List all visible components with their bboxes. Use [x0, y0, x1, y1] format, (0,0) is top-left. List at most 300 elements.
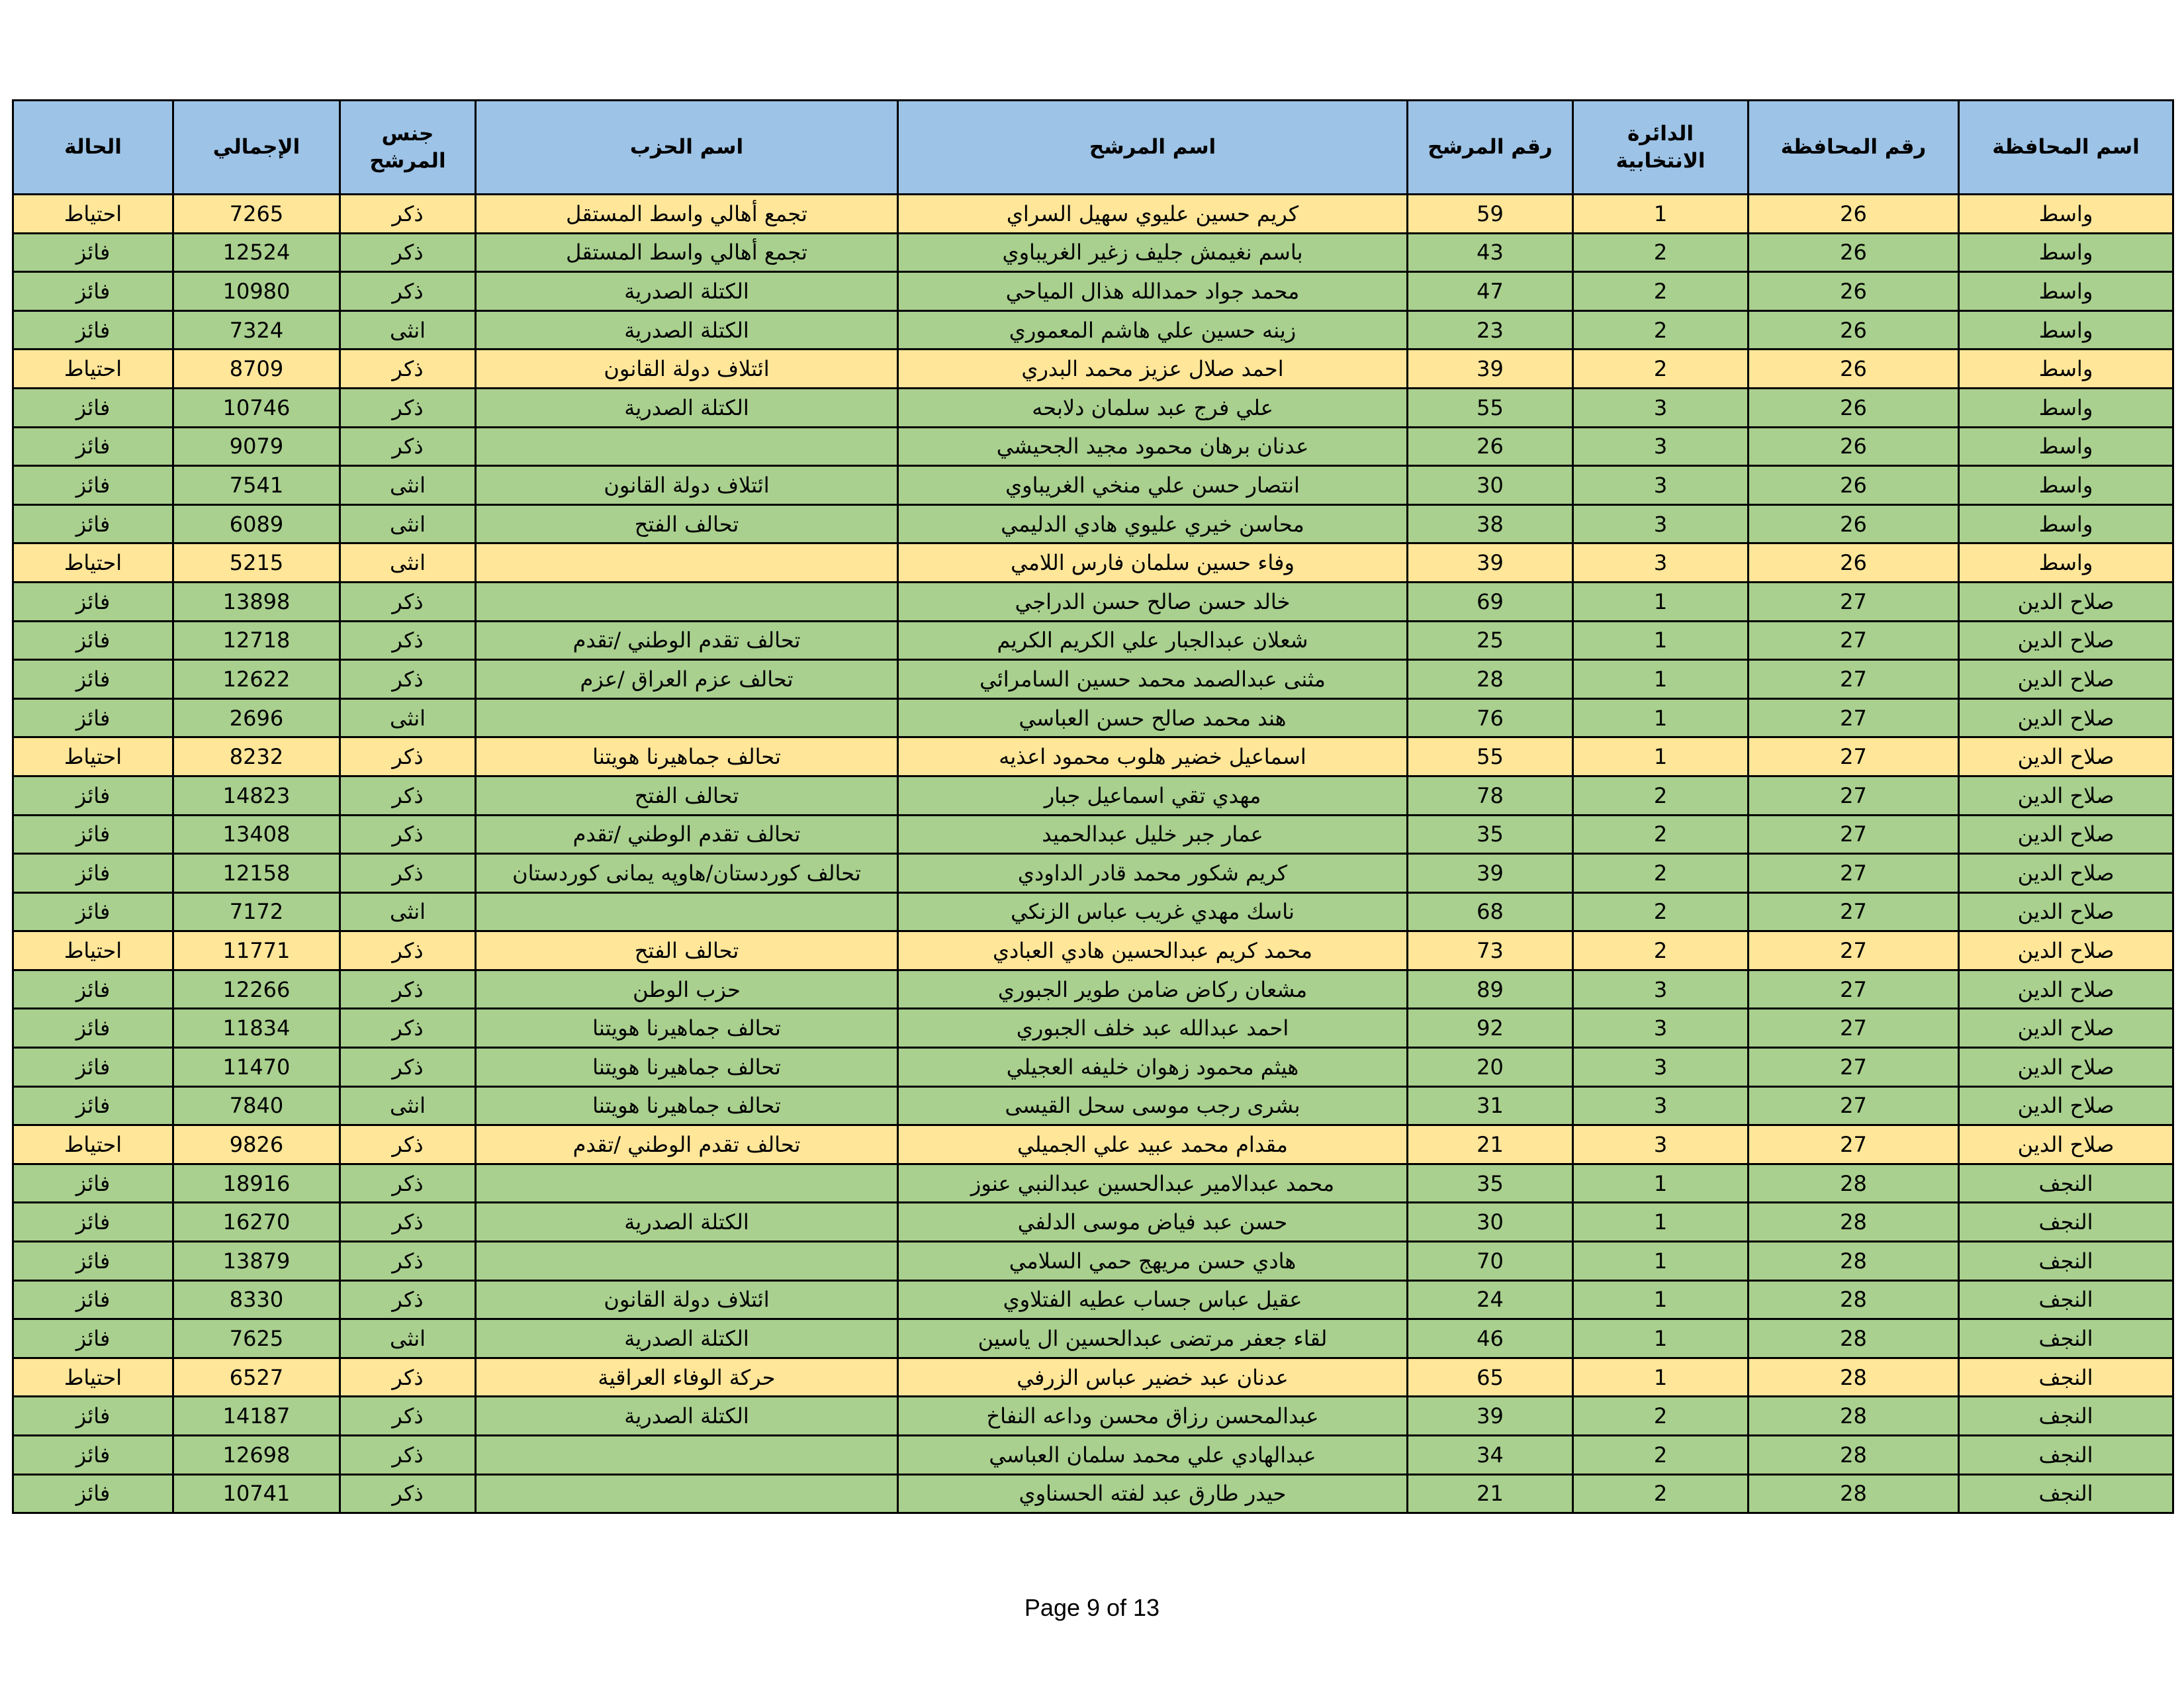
cell-province: صلاح الدين: [1959, 776, 2173, 815]
cell-party: الكتلة الصدرية: [476, 1203, 898, 1242]
cell-party: [476, 427, 898, 466]
cell-candidate-name: احمد عبدالله عبد خلف الجبوري: [898, 1009, 1408, 1048]
cell-party: ائتلاف دولة القانون: [476, 466, 898, 505]
cell-total: 13898: [173, 582, 340, 621]
cell-province: صلاح الدين: [1959, 1086, 2173, 1125]
cell-province: النجف: [1959, 1203, 2173, 1242]
cell-candidate-name: عدنان عبد خضير عباس الزرفي: [898, 1358, 1408, 1397]
cell-gender: ذكر: [340, 1242, 476, 1281]
cell-total: 16270: [173, 1203, 340, 1242]
cell-gender: ذكر: [340, 621, 476, 660]
cell-district: 1: [1573, 582, 1749, 621]
cell-status: فائز: [13, 854, 173, 893]
cell-gender: ذكر: [340, 233, 476, 272]
cell-district: 2: [1573, 931, 1749, 970]
cell-province-number: 26: [1749, 350, 1959, 389]
cell-candidate-number: 21: [1408, 1125, 1573, 1164]
cell-district: 1: [1573, 1358, 1749, 1397]
table-row: [13, 1048, 2173, 1087]
cell-candidate-name: عبدالمحسن رزاق محسن وداعه النفاخ: [898, 1397, 1408, 1436]
cell-candidate-number: 69: [1408, 582, 1573, 621]
cell-candidate-number: 59: [1408, 195, 1573, 234]
cell-candidate-name: محاسن خيري عليوي هادي الدليمي: [898, 504, 1408, 543]
cell-candidate-number: 25: [1408, 621, 1573, 660]
cell-candidate-name: مشعان ركاض ضامن طوير الجبوري: [898, 970, 1408, 1009]
cell-district: 2: [1573, 310, 1749, 350]
table-row: [13, 310, 2173, 350]
table-row: [13, 698, 2173, 737]
cell-total: 7172: [173, 892, 340, 931]
cell-status: فائز: [13, 388, 173, 427]
cell-province: النجف: [1959, 1358, 2173, 1397]
cell-district: 1: [1573, 660, 1749, 699]
cell-gender: ذكر: [340, 1009, 476, 1048]
cell-gender: ذكر: [340, 195, 476, 234]
cell-province: النجف: [1959, 1436, 2173, 1475]
cell-party: تحالف الفتح: [476, 504, 898, 543]
cell-gender: ذكر: [340, 1436, 476, 1475]
cell-province: النجف: [1959, 1397, 2173, 1436]
table-row: [13, 1164, 2173, 1203]
cell-province: النجف: [1959, 1242, 2173, 1281]
cell-candidate-name: محمد جواد حمدالله هذال المياحي: [898, 272, 1408, 311]
cell-province-number: 26: [1749, 427, 1959, 466]
cell-province-number: 27: [1749, 1086, 1959, 1125]
cell-gender: انثى: [340, 543, 476, 583]
cell-candidate-name: حيدر طارق عبد لفته الحسناوي: [898, 1474, 1408, 1513]
cell-candidate-name: هيثم محمود زهوان خليفه العجيلي: [898, 1048, 1408, 1087]
cell-district: 3: [1573, 1125, 1749, 1164]
cell-candidate-number: 65: [1408, 1358, 1573, 1397]
table-row: [13, 582, 2173, 621]
cell-candidate-number: 39: [1408, 854, 1573, 893]
table-row: [13, 427, 2173, 466]
cell-gender: ذكر: [340, 1203, 476, 1242]
cell-province: واسط: [1959, 388, 2173, 427]
header-district-text: الدائرة الانتخابية: [1615, 122, 1706, 173]
cell-total: 7324: [173, 310, 340, 350]
cell-total: 11771: [173, 931, 340, 970]
cell-total: 18916: [173, 1164, 340, 1203]
table-row: [13, 388, 2173, 427]
cell-province: واسط: [1959, 233, 2173, 272]
cell-province-number: 26: [1749, 272, 1959, 311]
table-row: [13, 1203, 2173, 1242]
cell-party: تجمع أهالي واسط المستقل: [476, 233, 898, 272]
cell-total: 9826: [173, 1125, 340, 1164]
cell-candidate-name: علي فرج عبد سلمان دلابحه: [898, 388, 1408, 427]
cell-party: ائتلاف دولة القانون: [476, 1280, 898, 1319]
cell-total: 12266: [173, 970, 340, 1009]
cell-candidate-name: عمار جبر خليل عبدالحميد: [898, 815, 1408, 854]
cell-candidate-name: شعلان عبدالجبار علي الكريم الكريم: [898, 621, 1408, 660]
cell-gender: ذكر: [340, 931, 476, 970]
results-body: [13, 195, 2173, 1513]
cell-province: صلاح الدين: [1959, 931, 2173, 970]
header-party: اسم الحزب: [476, 101, 898, 195]
cell-district: 3: [1573, 1009, 1749, 1048]
cell-candidate-name: مثنى عبدالصمد محمد حسين السامرائي: [898, 660, 1408, 699]
cell-total: 11834: [173, 1009, 340, 1048]
cell-gender: ذكر: [340, 854, 476, 893]
table-row: [13, 466, 2173, 505]
cell-province-number: 27: [1749, 698, 1959, 737]
cell-total: 6527: [173, 1358, 340, 1397]
cell-candidate-number: 89: [1408, 970, 1573, 1009]
cell-gender: ذكر: [340, 1280, 476, 1319]
cell-district: 1: [1573, 698, 1749, 737]
cell-party: تحالف جماهيرنا هويتنا: [476, 1009, 898, 1048]
cell-province-number: 26: [1749, 543, 1959, 583]
cell-gender: انثى: [340, 310, 476, 350]
cell-gender: انثى: [340, 466, 476, 505]
cell-province: واسط: [1959, 195, 2173, 234]
cell-status: فائز: [13, 582, 173, 621]
cell-party: ائتلاف دولة القانون: [476, 350, 898, 389]
cell-status: فائز: [13, 1048, 173, 1087]
cell-province-number: 26: [1749, 388, 1959, 427]
cell-candidate-number: 55: [1408, 737, 1573, 776]
header-gender-text: جنس المرشح: [369, 122, 446, 173]
cell-province-number: 28: [1749, 1203, 1959, 1242]
cell-district: 2: [1573, 1436, 1749, 1475]
cell-candidate-number: 43: [1408, 233, 1573, 272]
cell-candidate-name: خالد حسن صالح حسن الدراجي: [898, 582, 1408, 621]
cell-total: 10980: [173, 272, 340, 311]
cell-district: 3: [1573, 504, 1749, 543]
cell-district: 3: [1573, 970, 1749, 1009]
cell-candidate-name: هند محمد صالح حسن العباسي: [898, 698, 1408, 737]
cell-province: واسط: [1959, 466, 2173, 505]
cell-candidate-number: 47: [1408, 272, 1573, 311]
cell-candidate-name: عدنان برهان محمود مجيد الجحيشي: [898, 427, 1408, 466]
cell-province: صلاح الدين: [1959, 1048, 2173, 1087]
cell-gender: ذكر: [340, 1358, 476, 1397]
cell-party: حركة الوفاء العراقية: [476, 1358, 898, 1397]
cell-status: احتياط: [13, 350, 173, 389]
cell-province-number: 26: [1749, 310, 1959, 350]
cell-district: 1: [1573, 737, 1749, 776]
cell-district: 2: [1573, 1397, 1749, 1436]
cell-gender: انثى: [340, 504, 476, 543]
cell-province-number: 27: [1749, 776, 1959, 815]
header-total: الإجمالي: [173, 101, 340, 195]
cell-status: فائز: [13, 698, 173, 737]
cell-gender: ذكر: [340, 388, 476, 427]
cell-status: احتياط: [13, 543, 173, 583]
cell-district: 1: [1573, 1164, 1749, 1203]
cell-party: تحالف جماهيرنا هويتنا: [476, 1086, 898, 1125]
cell-status: فائز: [13, 660, 173, 699]
cell-gender: ذكر: [340, 737, 476, 776]
cell-candidate-name: عقيل عباس جساب عطيه الفتلاوي: [898, 1280, 1408, 1319]
cell-candidate-number: 31: [1408, 1086, 1573, 1125]
cell-total: 7265: [173, 195, 340, 234]
table-row: [13, 1319, 2173, 1358]
cell-candidate-name: هادي حسن مريهج حمي السلامي: [898, 1242, 1408, 1281]
cell-gender: انثى: [340, 892, 476, 931]
cell-status: فائز: [13, 892, 173, 931]
header-row: [13, 101, 2173, 195]
cell-status: فائز: [13, 272, 173, 311]
cell-province: صلاح الدين: [1959, 582, 2173, 621]
cell-total: 12698: [173, 1436, 340, 1475]
cell-district: 3: [1573, 466, 1749, 505]
page-footer: Page 9 of 13: [1024, 1594, 1160, 1621]
cell-province: النجف: [1959, 1164, 2173, 1203]
cell-candidate-name: كريم شكور محمد قادر الداودي: [898, 854, 1408, 893]
cell-candidate-number: 39: [1408, 1397, 1573, 1436]
cell-party: تجمع أهالي واسط المستقل: [476, 195, 898, 234]
cell-district: 1: [1573, 195, 1749, 234]
table-row: [13, 1436, 2173, 1475]
table-row: [13, 970, 2173, 1009]
cell-status: فائز: [13, 776, 173, 815]
cell-total: 12622: [173, 660, 340, 699]
cell-province: صلاح الدين: [1959, 1009, 2173, 1048]
cell-candidate-name: مهدي تقي اسماعيل جبار: [898, 776, 1408, 815]
cell-party: الكتلة الصدرية: [476, 1397, 898, 1436]
cell-status: فائز: [13, 310, 173, 350]
table-row: [13, 892, 2173, 931]
cell-district: 3: [1573, 543, 1749, 583]
cell-party: [476, 1164, 898, 1203]
cell-candidate-name: وفاء حسين سلمان فارس اللامي: [898, 543, 1408, 583]
cell-district: 1: [1573, 1242, 1749, 1281]
cell-gender: ذكر: [340, 660, 476, 699]
cell-party: تحالف تقدم الوطني /تقدم: [476, 1125, 898, 1164]
cell-gender: ذكر: [340, 350, 476, 389]
cell-total: 8330: [173, 1280, 340, 1319]
cell-party: [476, 543, 898, 583]
cell-gender: ذكر: [340, 1474, 476, 1513]
cell-district: 1: [1573, 1280, 1749, 1319]
cell-gender: انثى: [340, 1086, 476, 1125]
cell-province-number: 27: [1749, 970, 1959, 1009]
cell-gender: ذكر: [340, 1125, 476, 1164]
cell-candidate-name: بشرى رجب موسى سحل القيسى: [898, 1086, 1408, 1125]
cell-party: [476, 892, 898, 931]
cell-party: [476, 698, 898, 737]
cell-province-number: 28: [1749, 1436, 1959, 1475]
cell-candidate-number: 35: [1408, 1164, 1573, 1203]
cell-district: 3: [1573, 427, 1749, 466]
cell-candidate-number: 28: [1408, 660, 1573, 699]
table-row: [13, 195, 2173, 234]
cell-status: فائز: [13, 1319, 173, 1358]
cell-province: واسط: [1959, 272, 2173, 311]
cell-province: صلاح الدين: [1959, 1125, 2173, 1164]
cell-province: صلاح الدين: [1959, 621, 2173, 660]
cell-candidate-number: 24: [1408, 1280, 1573, 1319]
cell-province: صلاح الدين: [1959, 815, 2173, 854]
cell-status: فائز: [13, 1242, 173, 1281]
table-row: [13, 1474, 2173, 1513]
cell-total: 10746: [173, 388, 340, 427]
cell-candidate-name: لقاء جعفر مرتضى عبدالحسين ال ياسين: [898, 1319, 1408, 1358]
cell-candidate-number: 20: [1408, 1048, 1573, 1087]
cell-total: 6089: [173, 504, 340, 543]
cell-party: الكتلة الصدرية: [476, 388, 898, 427]
cell-candidate-number: 30: [1408, 1203, 1573, 1242]
cell-candidate-name: اسماعيل خضير هلوب محمود اعذيه: [898, 737, 1408, 776]
cell-candidate-name: زينه حسين علي هاشم المعموري: [898, 310, 1408, 350]
cell-candidate-name: ناسك مهدي غريب عباس الزنكي: [898, 892, 1408, 931]
cell-province-number: 26: [1749, 466, 1959, 505]
cell-status: فائز: [13, 233, 173, 272]
cell-status: فائز: [13, 815, 173, 854]
cell-province-number: 28: [1749, 1397, 1959, 1436]
cell-candidate-number: 76: [1408, 698, 1573, 737]
table-row: [13, 1280, 2173, 1319]
cell-party: تحالف جماهيرنا هويتنا: [476, 737, 898, 776]
cell-total: 13879: [173, 1242, 340, 1281]
cell-candidate-number: 30: [1408, 466, 1573, 505]
cell-candidate-name: عبدالهادي علي محمد سلمان العباسي: [898, 1436, 1408, 1475]
table-row: [13, 1242, 2173, 1281]
cell-province-number: 27: [1749, 892, 1959, 931]
cell-district: 2: [1573, 854, 1749, 893]
cell-candidate-number: 35: [1408, 815, 1573, 854]
cell-province-number: 27: [1749, 621, 1959, 660]
cell-province-number: 27: [1749, 1048, 1959, 1087]
header-candidate-number: رقم المرشح: [1408, 101, 1573, 195]
cell-total: 8232: [173, 737, 340, 776]
cell-status: فائز: [13, 1436, 173, 1475]
cell-candidate-name: باسم نغيمش جليف زغير الغريباوي: [898, 233, 1408, 272]
cell-district: 2: [1573, 233, 1749, 272]
cell-gender: انثى: [340, 698, 476, 737]
cell-party: تحالف تقدم الوطني /تقدم: [476, 815, 898, 854]
cell-gender: انثى: [340, 1319, 476, 1358]
cell-candidate-number: 46: [1408, 1319, 1573, 1358]
cell-total: 9079: [173, 427, 340, 466]
cell-party: تحالف جماهيرنا هويتنا: [476, 1048, 898, 1087]
header-candidate-name: اسم المرشح: [898, 101, 1408, 195]
cell-total: 7625: [173, 1319, 340, 1358]
cell-province: صلاح الدين: [1959, 892, 2173, 931]
cell-province-number: 27: [1749, 660, 1959, 699]
cell-gender: ذكر: [340, 1048, 476, 1087]
cell-province-number: 28: [1749, 1242, 1959, 1281]
table-row: [13, 621, 2173, 660]
cell-party: الكتلة الصدرية: [476, 310, 898, 350]
header-status: الحالة: [13, 101, 173, 195]
cell-candidate-number: 34: [1408, 1436, 1573, 1475]
cell-candidate-number: 70: [1408, 1242, 1573, 1281]
cell-district: 1: [1573, 1203, 1749, 1242]
cell-province: واسط: [1959, 350, 2173, 389]
cell-total: 5215: [173, 543, 340, 583]
cell-province: واسط: [1959, 543, 2173, 583]
table-row: [13, 737, 2173, 776]
cell-province: واسط: [1959, 427, 2173, 466]
cell-status: فائز: [13, 1474, 173, 1513]
table-row: [13, 272, 2173, 311]
table-row: [13, 350, 2173, 389]
table-row: [13, 776, 2173, 815]
cell-province: النجف: [1959, 1319, 2173, 1358]
cell-province: واسط: [1959, 310, 2173, 350]
cell-status: احتياط: [13, 1358, 173, 1397]
cell-status: فائز: [13, 1009, 173, 1048]
cell-candidate-number: 92: [1408, 1009, 1573, 1048]
cell-candidate-name: احمد صلال عزيز محمد البدري: [898, 350, 1408, 389]
cell-candidate-number: 55: [1408, 388, 1573, 427]
header-province-number: رقم المحافظة: [1749, 101, 1959, 195]
cell-gender: ذكر: [340, 272, 476, 311]
table-row: [13, 1358, 2173, 1397]
header-gender: [340, 101, 476, 195]
table-row: [13, 233, 2173, 272]
cell-candidate-number: 38: [1408, 504, 1573, 543]
cell-province: صلاح الدين: [1959, 660, 2173, 699]
cell-province: صلاح الدين: [1959, 698, 2173, 737]
cell-province-number: 27: [1749, 931, 1959, 970]
table-row: [13, 504, 2173, 543]
cell-party: [476, 1436, 898, 1475]
cell-province-number: 28: [1749, 1358, 1959, 1397]
cell-candidate-name: مقدام محمد عبيد علي الجميلي: [898, 1125, 1408, 1164]
cell-party: الكتلة الصدرية: [476, 272, 898, 311]
cell-gender: ذكر: [340, 427, 476, 466]
cell-status: احتياط: [13, 737, 173, 776]
cell-party: [476, 1242, 898, 1281]
cell-district: 2: [1573, 776, 1749, 815]
cell-province-number: 28: [1749, 1164, 1959, 1203]
cell-status: فائز: [13, 466, 173, 505]
cell-gender: ذكر: [340, 1397, 476, 1436]
cell-province: النجف: [1959, 1474, 2173, 1513]
header-province-name: اسم المحافظة: [1959, 101, 2173, 195]
cell-gender: ذكر: [340, 582, 476, 621]
cell-candidate-number: 39: [1408, 543, 1573, 583]
cell-district: 1: [1573, 1319, 1749, 1358]
cell-candidate-number: 78: [1408, 776, 1573, 815]
cell-total: 13408: [173, 815, 340, 854]
cell-status: احتياط: [13, 195, 173, 234]
cell-total: 7840: [173, 1086, 340, 1125]
results-sheet: [12, 99, 2172, 1514]
cell-candidate-name: حسن عبد فياض موسى الدلفي: [898, 1203, 1408, 1242]
cell-status: فائز: [13, 427, 173, 466]
cell-candidate-number: 23: [1408, 310, 1573, 350]
cell-province-number: 28: [1749, 1474, 1959, 1513]
table-row: [13, 660, 2173, 699]
cell-party: حزب الوطن: [476, 970, 898, 1009]
cell-party: تحالف الفتح: [476, 776, 898, 815]
cell-status: فائز: [13, 1164, 173, 1203]
cell-party: تحالف الفتح: [476, 931, 898, 970]
cell-total: 8709: [173, 350, 340, 389]
cell-gender: ذكر: [340, 776, 476, 815]
cell-party: [476, 1474, 898, 1513]
cell-status: احتياط: [13, 931, 173, 970]
cell-province: صلاح الدين: [1959, 737, 2173, 776]
cell-province: واسط: [1959, 504, 2173, 543]
table-row: [13, 854, 2173, 893]
cell-party: تحالف عزم العراق /عزم: [476, 660, 898, 699]
cell-status: احتياط: [13, 1125, 173, 1164]
cell-candidate-name: محمد عبدالامير عبدالحسين عبدالنبي عنوز: [898, 1164, 1408, 1203]
cell-province: صلاح الدين: [1959, 854, 2173, 893]
cell-total: 14187: [173, 1397, 340, 1436]
cell-candidate-number: 68: [1408, 892, 1573, 931]
cell-total: 2696: [173, 698, 340, 737]
cell-status: فائز: [13, 1203, 173, 1242]
cell-total: 12718: [173, 621, 340, 660]
cell-status: فائز: [13, 1280, 173, 1319]
